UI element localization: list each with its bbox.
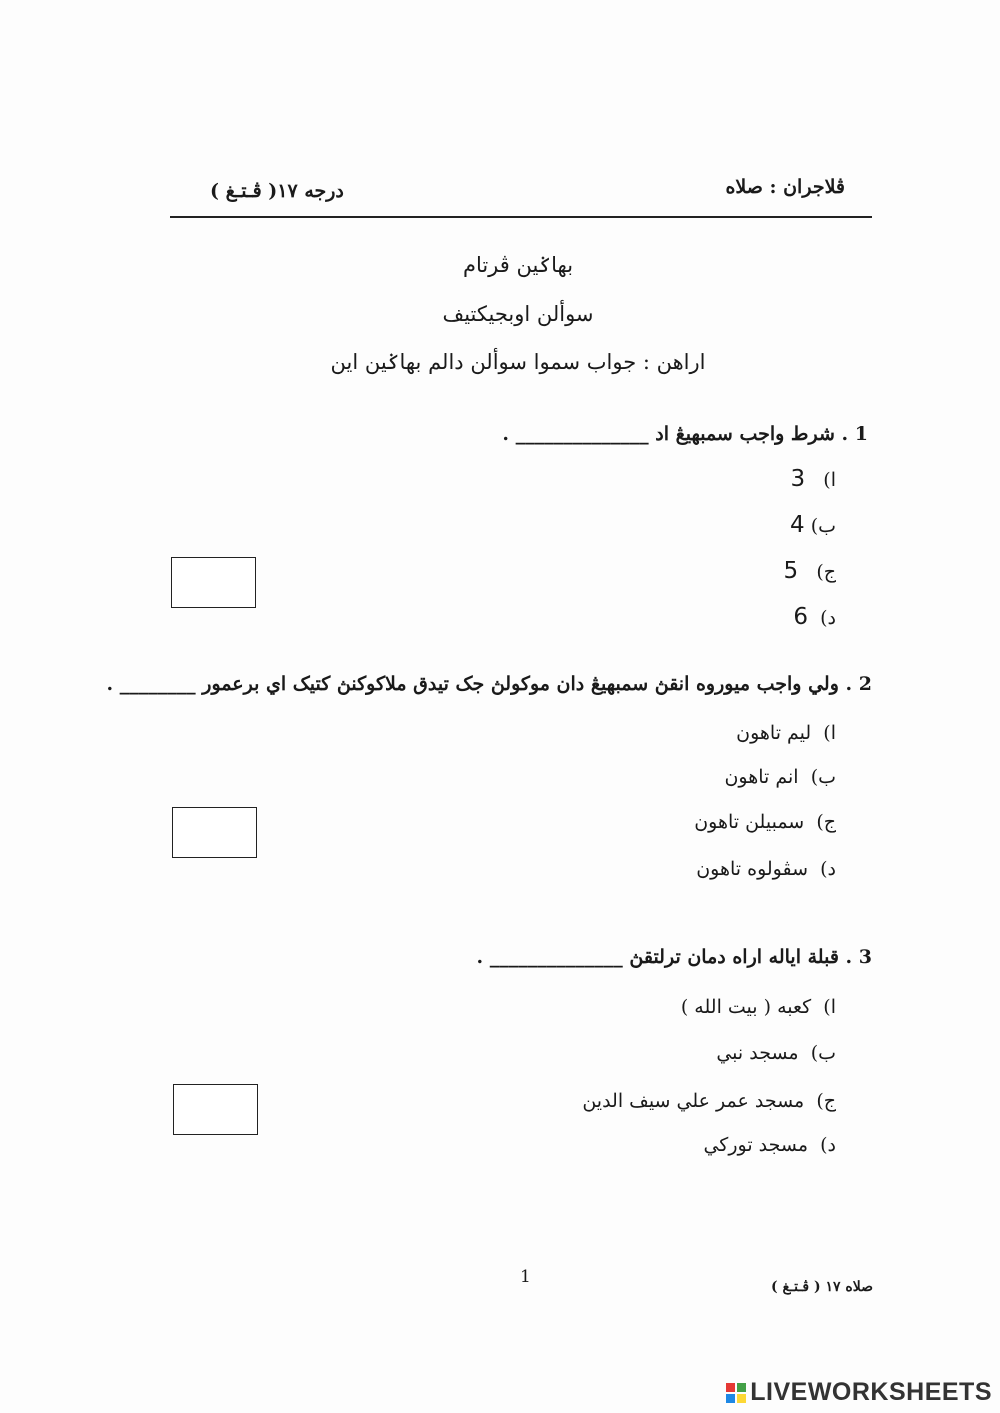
q1-option-b: ب) 4: [790, 512, 836, 538]
q1-option-a: ا) 3: [790, 466, 836, 492]
q3-option-a: ا) کعبه ( بيت الله ): [680, 996, 836, 1018]
liveworksheets-logo: [726, 1378, 992, 1407]
header-divider: [170, 216, 872, 218]
q3-option-b: ب) مسجد نبي: [716, 1042, 836, 1064]
question-number: 2 .: [845, 673, 872, 695]
section-title: بهاݢين ڤرتام: [462, 253, 574, 277]
answer-box-1[interactable]: [171, 557, 256, 608]
answer-box-2[interactable]: [172, 807, 257, 858]
instruction-text: اراهن : جواب سموا سوألن دالم بهاݢين اين: [330, 350, 706, 374]
q2-option-d: د) سڤولوه تاهون: [696, 858, 836, 880]
liveworksheets-logo-text: LIVEWORKSHEETS: [750, 1378, 992, 1406]
q3-option-c: ج) مسجد عمر علي سيف الدين: [582, 1090, 836, 1112]
question-text: قبلة اياله اراه دمان ترلتقڽ ______________ .: [476, 946, 839, 968]
subject-label: ڤلاجران : صلاه: [725, 176, 845, 198]
q1-option-c: ج) 5: [783, 558, 836, 584]
answer-box-3[interactable]: [173, 1084, 258, 1135]
question-1: [502, 423, 868, 445]
question-3: [477, 946, 872, 968]
q2-option-a: ا) ليم تاهون: [736, 722, 836, 744]
page-number: 1: [520, 1267, 531, 1287]
question-text: شرط واجب سمبهيڠ اد ______________ .: [502, 423, 835, 445]
liveworksheets-logo-icon: [726, 1383, 746, 1403]
footer-label: صلاه ١٧ ( ڤـتـغ ): [771, 1279, 873, 1295]
q3-option-d: د) مسجد توركي: [703, 1134, 836, 1156]
q2-option-c: ج) سمبيلن تاهون: [694, 811, 836, 833]
section-subtitle: سوألن اوبجيکتيف: [442, 302, 594, 326]
q1-option-d: د) 6: [793, 604, 836, 630]
question-number: 3 .: [845, 946, 872, 968]
question-number: 1 .: [841, 423, 868, 445]
q2-option-b: ب) انم تاهون: [724, 766, 836, 788]
question-2: [106, 673, 872, 695]
grade-label: درجه ١٧( ڤـتـغ ): [210, 180, 344, 202]
question-text: ولي واجب ميوروه انقڽ سمبهيڠ دان موکولڽ جک تيدق ملاکوکنڽ کتيک اي برعمور ________ .: [106, 673, 839, 695]
